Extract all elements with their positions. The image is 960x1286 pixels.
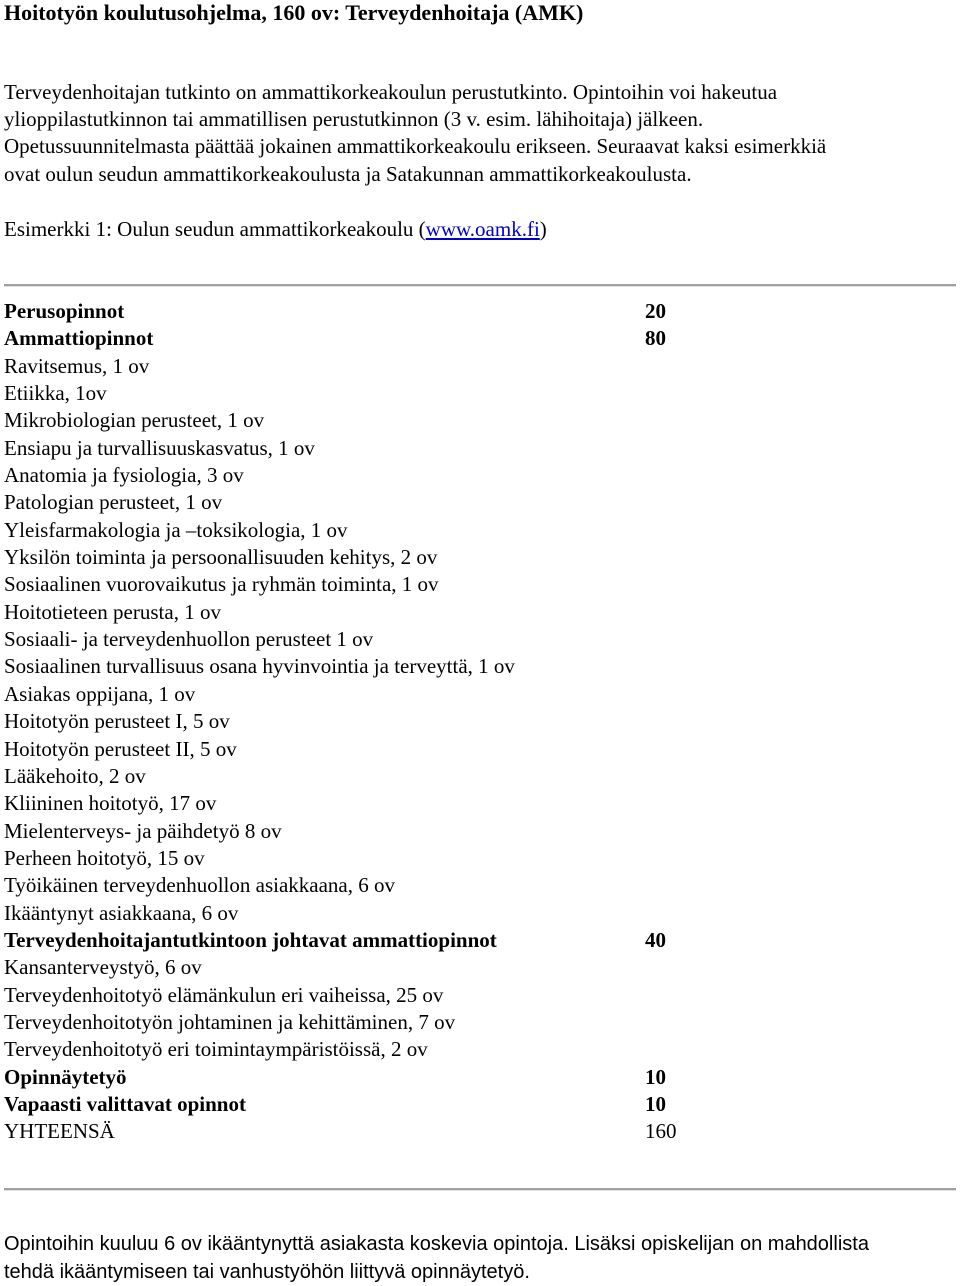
curriculum-course-row	[4, 626, 704, 653]
curriculum-course-row	[4, 872, 704, 899]
course-label: Perheen hoitotyö, 15 ov	[4, 845, 205, 870]
bottom-divider	[4, 1188, 956, 1191]
curriculum-course-row	[4, 489, 704, 516]
course-label: Perusopinnot	[4, 299, 125, 323]
curriculum-course-row	[4, 517, 704, 544]
example-suffix: )	[539, 217, 547, 241]
credits-value: 20	[645, 299, 666, 323]
course-label: Anatomia ja fysiologia, 3 ov	[4, 463, 244, 488]
credits-value: 160	[645, 1119, 677, 1144]
curriculum-section-row	[4, 298, 704, 325]
course-label: Ammattiopinnot	[4, 326, 154, 351]
oamk-link[interactable]: www.oamk.fi	[425, 217, 540, 241]
curriculum-course-row	[4, 353, 704, 380]
curriculum-section-row	[4, 1064, 704, 1091]
course-label: Mielenterveys- ja päihdetyö 8 ov	[4, 818, 282, 843]
intro-line: Opetussuunnitelmasta päättää jokainen ammattikorkeakoulu erikseen. Seuraavat kaksi esimerkkiä	[4, 134, 827, 159]
curriculum-course-row	[4, 982, 704, 1009]
course-label: Yksilön toiminta ja persoonallisuuden kehitys, 2 ov	[4, 545, 438, 570]
course-label: Sosiaali- ja terveydenhuollon perusteet 1 ov	[4, 627, 374, 652]
curriculum-course-row	[4, 544, 704, 571]
course-label: Patologian perusteet, 1 ov	[4, 490, 223, 515]
curriculum-course-row	[4, 845, 704, 872]
example-prefix: Esimerkki 1: Oulun seudun ammattikorkeakoulu (	[4, 217, 426, 241]
curriculum-course-row	[4, 708, 704, 735]
intro-line: Terveydenhoitajan tutkinto on ammattikorkeakoulun perustutkinto. Opintoihin voi hakeutua	[4, 80, 778, 104]
curriculum-course-row	[4, 954, 704, 981]
curriculum-course-row	[4, 407, 704, 434]
course-label: Etiikka, 1ov	[4, 381, 107, 406]
page-title: Hoitotyön koulutusohjelma, 160 ov: Terveydenhoitaja (AMK)	[4, 0, 584, 25]
course-label: Sosiaalinen turvallisuus osana hyvinvointia ja terveyttä, 1 ov	[4, 654, 515, 679]
curriculum-course-row	[4, 818, 704, 845]
curriculum-course-row	[4, 1118, 704, 1145]
footer-line: tehdä ikääntymiseen tai vanhustyöhön liittyvä opinnäytetyö.	[4, 1261, 530, 1283]
curriculum-list	[4, 298, 704, 1146]
course-label: Hoitotyön perusteet II, 5 ov	[4, 736, 237, 761]
curriculum-section-row	[4, 1091, 704, 1118]
course-label: Terveydenhoitajantutkintoon johtavat ammattiopinnot	[4, 927, 497, 952]
curriculum-course-row	[4, 681, 704, 708]
intro-paragraph	[4, 79, 954, 188]
curriculum-course-row	[4, 1036, 704, 1063]
curriculum-course-row	[4, 736, 704, 763]
credits-value: 40	[645, 927, 666, 952]
course-label: Ikääntynyt asiakkaana, 6 ov	[4, 900, 239, 925]
curriculum-course-row	[4, 599, 704, 626]
course-label: Kansanterveystyö, 6 ov	[4, 955, 202, 980]
course-label: Ravitsemus, 1 ov	[4, 353, 150, 378]
credits-value: 10	[645, 1091, 666, 1116]
course-label: Sosiaalinen vuorovaikutus ja ryhmän toiminta, 1 ov	[4, 572, 439, 597]
course-label: Kliininen hoitotyö, 17 ov	[4, 791, 217, 816]
credits-value: 10	[645, 1064, 666, 1089]
curriculum-course-row	[4, 462, 704, 489]
course-label: Lääkehoito, 2 ov	[4, 763, 146, 788]
footer-line: Opintoihin kuuluu 6 ov ikääntynyttä asiakasta koskevia opintoja. Lisäksi opiskelijan on mahdollista	[4, 1233, 869, 1255]
curriculum-course-row	[4, 763, 704, 790]
curriculum-course-row	[4, 653, 704, 680]
curriculum-section-row	[4, 325, 704, 352]
course-label: Yleisfarmakologia ja –toksikologia, 1 ov	[4, 517, 348, 542]
course-label: Hoitotieteen perusta, 1 ov	[4, 599, 221, 624]
course-label: YHTEENSÄ	[4, 1119, 115, 1144]
curriculum-course-row	[4, 380, 704, 407]
intro-line: ylioppilastutkinnon tai ammatillisen perustutkinnon (3 v. esim. lähihoitaja) jälkeen.	[4, 107, 704, 132]
credits-value: 80	[645, 326, 666, 351]
footer-paragraph	[4, 1230, 956, 1286]
curriculum-course-row	[4, 1009, 704, 1036]
course-label: Terveydenhoitotyön johtaminen ja kehittäminen, 7 ov	[4, 1009, 456, 1034]
curriculum-section-row	[4, 927, 704, 954]
course-label: Työikäinen terveydenhuollon asiakkaana, 6 ov	[4, 873, 395, 898]
course-label: Terveydenhoitotyö elämänkulun eri vaiheissa, 25 ov	[4, 982, 444, 1007]
intro-line: ovat oulun seudun ammattikorkeakoulusta ja Satakunnan ammattikorkeakoulusta.	[4, 161, 692, 186]
curriculum-course-row	[4, 571, 704, 598]
course-label: Vapaasti valittavat opinnot	[4, 1091, 246, 1116]
curriculum-course-row	[4, 790, 704, 817]
course-label: Terveydenhoitotyö eri toimintaympäristöissä, 2 ov	[4, 1037, 428, 1062]
course-label: Ensiapu ja turvallisuuskasvatus, 1 ov	[4, 435, 315, 460]
example-heading	[4, 216, 547, 243]
course-label: Opinnäytetyö	[4, 1064, 127, 1089]
course-label: Asiakas oppijana, 1 ov	[4, 681, 196, 706]
course-label: Mikrobiologian perusteet, 1 ov	[4, 408, 265, 433]
curriculum-course-row	[4, 435, 704, 462]
curriculum-course-row	[4, 900, 704, 927]
top-divider	[4, 284, 956, 287]
course-label: Hoitotyön perusteet I, 5 ov	[4, 709, 230, 734]
